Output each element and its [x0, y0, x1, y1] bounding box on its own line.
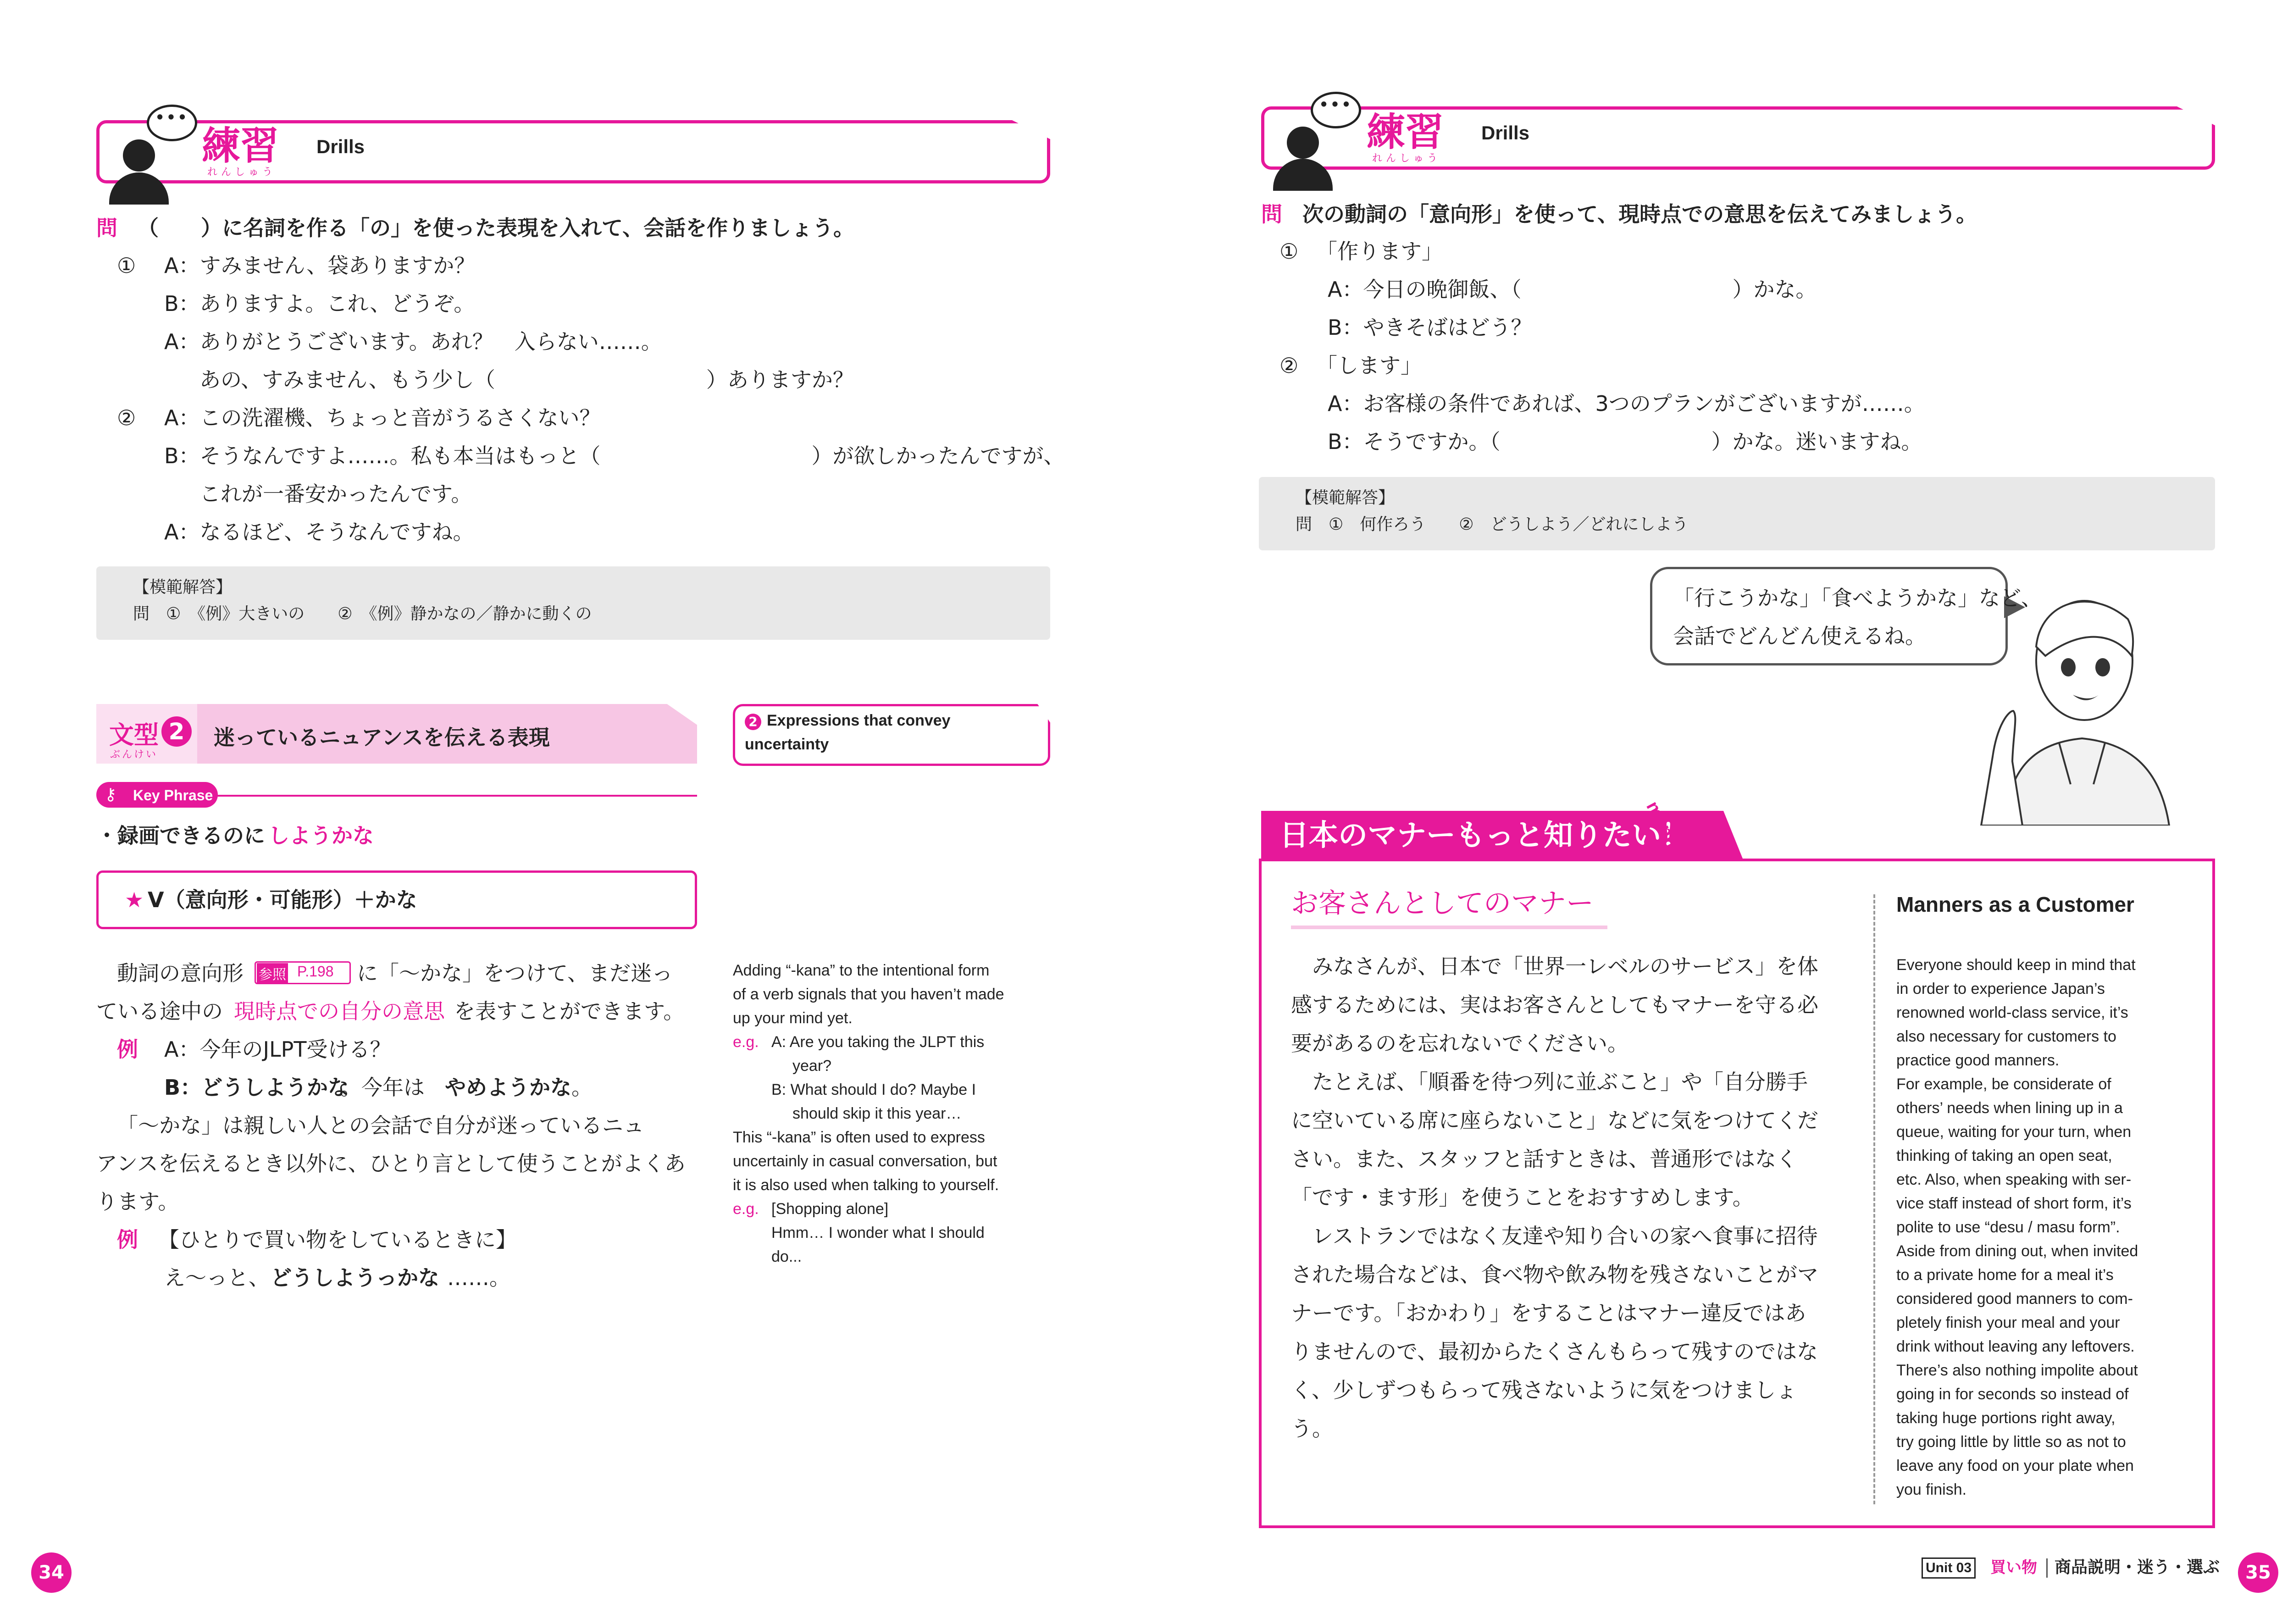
- body-line1b: に「〜かな」をつけて、まだ迷っ: [357, 961, 673, 986]
- manner-en-line: taking huge portions right away,: [1896, 1409, 2116, 1427]
- r-item1-number: ①: [1279, 239, 1299, 264]
- grammar-title: 迷っているニュアンスを伝える表現: [214, 725, 550, 750]
- r-item1-line2: B：やきそばはどう？: [1328, 315, 1532, 340]
- answer-text-right: 問 ① 何作ろう ② どうしよう／どれにしよう: [1296, 515, 1689, 534]
- formula-text: V（意向形・可能形）＋かな: [148, 887, 417, 912]
- grammar-number-circle: 2: [161, 716, 192, 747]
- manner-en-line: going in for seconds so instead of: [1896, 1386, 2129, 1403]
- manner-japanese-text: [1291, 947, 1818, 1448]
- answer-box-right: [1259, 477, 2215, 550]
- question-text: （ ）に名詞を作る「の」を使った表現を入れて、会話を作りましょう。: [138, 216, 855, 240]
- item2-number: ②: [117, 405, 136, 430]
- manner-en-line: polite to use “desu / masu form”.: [1896, 1219, 2120, 1236]
- manner-en-line: For example, be considerate of: [1896, 1075, 2111, 1093]
- character-illustration: [1954, 569, 2210, 826]
- manner-jp-line: う。: [1291, 1416, 1333, 1441]
- body-line2c: を表すことができます。: [454, 999, 685, 1024]
- english-eg-label: e.g.: [733, 1033, 759, 1051]
- example2-label: 例: [117, 1227, 138, 1252]
- manner-en-line: queue, waiting for your turn, when: [1896, 1123, 2132, 1141]
- page-number-left: 34: [31, 1552, 72, 1593]
- manner-en-line: others’ needs when lining up in a: [1896, 1099, 2123, 1117]
- page-number-right: 35: [2238, 1552, 2278, 1593]
- manner-heading-underline: [1291, 926, 1607, 929]
- body-line2a: ている途中の: [96, 999, 223, 1024]
- english-line2: of a verb signals that you haven’t made: [733, 986, 1004, 1003]
- example-line2c: やめようかな: [445, 1075, 571, 1100]
- manner-en-line: practice good manners.: [1896, 1052, 2060, 1069]
- manner-jp-line: く、少しずつもらって残さないように気をつけましょ: [1291, 1378, 1797, 1402]
- footer-unit-number: 03: [1956, 1560, 1972, 1575]
- key-phrase-highlight: しようかな: [268, 823, 374, 848]
- manner-en-line: drink without leaving any leftovers.: [1896, 1338, 2135, 1355]
- english-example-b2: should skip it this year…: [792, 1105, 962, 1122]
- manner-en-line: pletely finish your meal and your: [1896, 1314, 2120, 1331]
- drills-subtitle-right: Drills: [1481, 122, 1530, 144]
- answer-box: [96, 566, 1050, 640]
- example-line2d: 。: [571, 1075, 593, 1100]
- english-example-c2: Hmm… I wonder what I should: [771, 1224, 985, 1242]
- body-line1a: 動詞の意向形: [117, 961, 244, 986]
- question-text-right: 次の動詞の「意向形」を使って、現時点での意思を伝えてみましょう。: [1302, 202, 1977, 227]
- speech-line2: 会話でどんどん使えるね。: [1673, 624, 1926, 648]
- manner-en-line: leave any food on your plate when: [1896, 1457, 2134, 1474]
- manner-en-line: considered good manners to com-: [1896, 1290, 2133, 1308]
- english-grammar-title-2: uncertainty: [745, 736, 829, 753]
- manner-jp-line: たとえば、「順番を待つ列に並ぶこと」や「自分勝手: [1291, 1070, 1808, 1094]
- drills-title-ruby: れんしゅう: [207, 166, 277, 178]
- formula-star: ★: [125, 887, 144, 912]
- footer-title: 商品説明・迷う・選ぶ: [2055, 1558, 2220, 1577]
- body-line3: 「〜かな」は親しい人との会話で自分が迷っているニュ: [117, 1113, 644, 1138]
- manner-jp-line: りませんので、最初からたくさんもらって残すのではな: [1291, 1339, 1818, 1364]
- manner-jp-line: ナーです。「おかわり」をすることはマナー違反ではあ: [1291, 1301, 1806, 1325]
- answer-title-right: 【模範解答】: [1296, 488, 1395, 507]
- item2-line4: A：なるほど、そうなんですね。: [164, 520, 474, 544]
- answer-title: 【模範解答】: [133, 578, 233, 597]
- manner-en-line: you finish.: [1896, 1481, 1967, 1498]
- r-item2-line1: A：お客様の条件であれば、3つのプランがございますが……。: [1328, 391, 1925, 416]
- r-item2-number: ②: [1279, 353, 1299, 378]
- manner-en-line: renowned world-class service, it’s: [1896, 1004, 2128, 1021]
- example2-line2a: え〜っと、: [164, 1265, 270, 1290]
- english-line6: it is also used when talking to yourself.: [733, 1176, 999, 1194]
- english-line4: This “-kana” is often used to express: [733, 1129, 985, 1146]
- manner-en-line: vice staff instead of short form, it’s: [1896, 1195, 2132, 1212]
- manner-jp-line: に空いている席に座らないこと」などに気をつけてくだ: [1291, 1108, 1818, 1133]
- manner-jp-line: された場合などは、食べ物や飲み物を残さないことがマ: [1291, 1262, 1818, 1287]
- manner-en-line: to a private home for a meal it’s: [1896, 1266, 2114, 1284]
- english-eg-label-2: e.g.: [733, 1200, 759, 1218]
- manner-jp-line: レストランではなく友達や知り合いの家へ食事に招待: [1291, 1224, 1818, 1248]
- manner-en-line: try going little by little so as not to: [1896, 1433, 2126, 1451]
- example2-line2c: ……。: [447, 1265, 510, 1290]
- r-item1-line1: A：今日の晩御飯、（ ）かな。: [1328, 277, 1817, 302]
- manner-jp-line: 感するためには、実はお客さんとしてもマナーを守る必: [1291, 992, 1818, 1017]
- body-line4: アンスを伝えるとき以外に、ひとり言として使うことがよくあ: [96, 1151, 686, 1176]
- manner-column-divider: [1873, 894, 1875, 1504]
- example-line1: A：今年のJLPT受ける？: [164, 1037, 391, 1062]
- manner-jp-line: みなさんが、日本で「世界一レベルのサービス」を体: [1291, 954, 1818, 979]
- grammar-tag-ruby: ぶんけい: [110, 749, 158, 760]
- item2-line3: これが一番安かったんです。: [199, 482, 472, 506]
- key-phrase-label: Key Phrase: [133, 787, 213, 804]
- drills-title-ruby-right: れんしゅう: [1372, 153, 1441, 164]
- english-example-a: A: Are you taking the JLPT this: [771, 1033, 985, 1051]
- english-example-c: [Shopping alone]: [771, 1200, 889, 1218]
- english-line3: up your mind yet.: [733, 1009, 853, 1027]
- reference-page: P.198: [297, 963, 334, 980]
- item1-line2: B：ありますよ。これ、どうぞ。: [164, 291, 475, 316]
- speech-bubble-icon: •••: [147, 105, 197, 141]
- manner-jp-line: 要があるのを忘れないでください。: [1291, 1031, 1628, 1056]
- english-line5: uncertainly in casual conversation, but: [733, 1153, 997, 1170]
- footer-divider: [2046, 1558, 2048, 1578]
- drills-subtitle: Drills: [316, 136, 365, 157]
- key-phrase-prefix: ・録画できるのに: [96, 823, 265, 848]
- example-label: 例: [117, 1037, 138, 1062]
- r-item1-verb: 「作ります」: [1316, 239, 1443, 264]
- manner-en-line: in order to experience Japan’s: [1896, 980, 2105, 998]
- manner-heading: お客さんとしてのマナー: [1291, 887, 1594, 920]
- key-icon: ⚷: [105, 785, 117, 804]
- grammar-tag: 文型: [109, 721, 159, 749]
- r-item2-verb: 「します」: [1316, 353, 1422, 378]
- footer-unit: Unit: [1926, 1560, 1953, 1575]
- person-icon-head-right: [1287, 127, 1319, 159]
- item1-number: ①: [117, 253, 136, 278]
- example2-line2b: どうしようっかな: [271, 1265, 439, 1290]
- footer-section: 買い物: [1990, 1558, 2037, 1577]
- drills-title: 練習: [202, 123, 279, 168]
- item2-line1: A：この洗濯機、ちょっと音がうるさくない？: [164, 405, 601, 430]
- key-phrase-underline: [216, 795, 697, 797]
- manner-jp-line: さい。また、スタッフと話すときは、普通形ではなく: [1291, 1147, 1797, 1171]
- english-grammar-title-1: Expressions that convey: [767, 712, 951, 729]
- item1-line3: A：ありがとうございます。あれ？ 入らない……。: [164, 329, 662, 354]
- manner-english-heading: Manners as a Customer: [1896, 892, 2134, 916]
- manner-en-line: Everyone should keep in mind that: [1896, 956, 2136, 974]
- english-example-a2: year?: [792, 1057, 832, 1075]
- example-line2b: 。今年は: [340, 1075, 425, 1100]
- manner-en-line: thinking of taking an open seat,: [1896, 1147, 2112, 1164]
- english-example-c3: do...: [771, 1248, 802, 1265]
- manner-en-line: also necessary for customers to: [1896, 1028, 2116, 1045]
- manner-english-text: [1896, 953, 2138, 1502]
- item2-line2: B：そうなんですよ……。私も本当はもっと（ ）が欲しかったんですが、: [164, 443, 1065, 468]
- body-line2b: 現時点での自分の意思: [234, 999, 445, 1024]
- example-line2a: B：どうしようかな: [164, 1075, 349, 1100]
- item1-line1: A：すみません、袋ありますか？: [164, 253, 476, 278]
- person-icon-head: [123, 139, 155, 172]
- item1-line4: あの、すみません、もう少し（ ）ありますか？: [199, 367, 854, 392]
- footer-unit-badge: [1922, 1557, 1976, 1579]
- manner-en-line: Aside from dining out, when invited: [1896, 1242, 2138, 1260]
- english-line1: Adding “-kana” to the intentional form: [733, 962, 990, 979]
- manner-banner-text: 日本のマナーもっと知りたい！: [1279, 819, 1690, 853]
- question-label: 問: [96, 216, 117, 240]
- english-example-b: B: What should I do? Maybe I: [771, 1081, 976, 1098]
- answer-text: 問 ① 《例》大きいの ② 《例》静かなの／静かに動くの: [133, 604, 592, 623]
- drills-title-right: 練習: [1367, 110, 1444, 155]
- r-item2-line2: B：そうですか。（ ）かな。迷いますね。: [1328, 429, 1922, 454]
- reference-label: 参照: [257, 963, 288, 983]
- speech-bubble-icon-right: •••: [1311, 92, 1361, 128]
- question-label-right: 問: [1261, 202, 1282, 227]
- speech-line1: 「行こうかな」「食べようかな」など、: [1673, 586, 2042, 610]
- manner-en-line: etc. Also, when speaking with ser-: [1896, 1171, 2132, 1188]
- manner-en-line: There’s also nothing impolite about: [1896, 1362, 2138, 1379]
- english-grammar-number: 2: [745, 714, 761, 730]
- body-line5: ります。: [96, 1189, 179, 1214]
- example2-line1: 【ひとりで買い物をしているときに】: [158, 1227, 517, 1252]
- manner-jp-line: 「です・ます形」を使うことをおすすめします。: [1291, 1185, 1754, 1210]
